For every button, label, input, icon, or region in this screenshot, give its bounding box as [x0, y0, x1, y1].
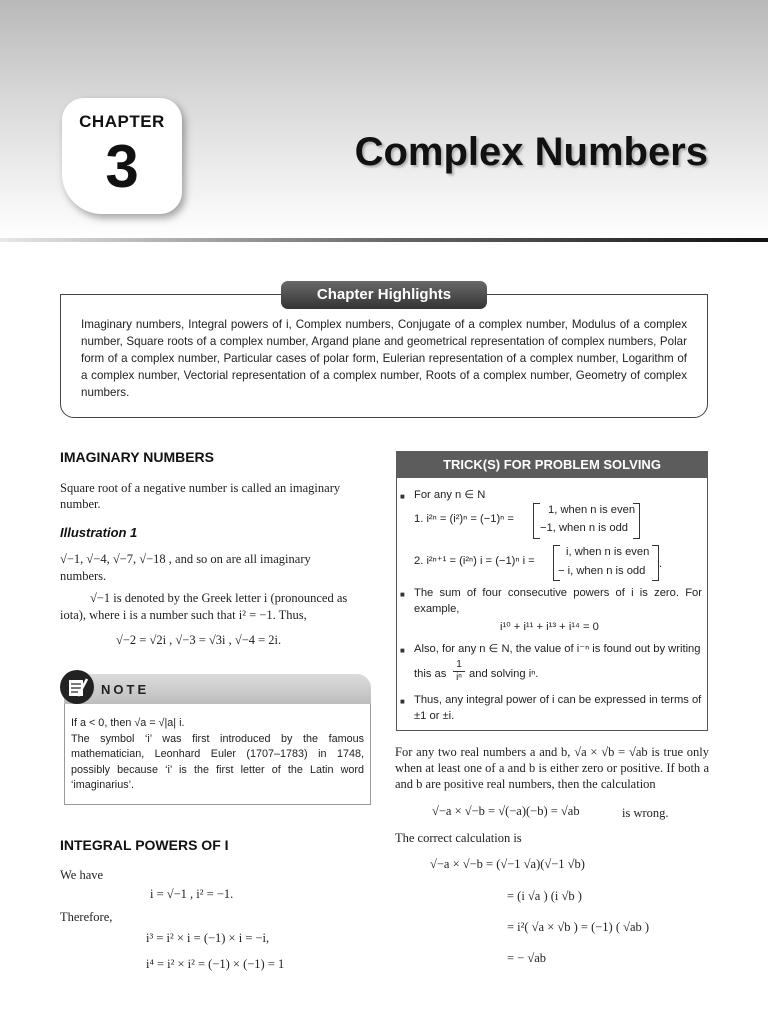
case-bracket-left: [533, 503, 540, 539]
chapter-title: Complex Numbers: [354, 130, 708, 174]
note-label: NOTE: [101, 682, 150, 697]
fraction: [453, 659, 465, 684]
trick-b3-text1: Also, for any n ∈ N, the value of i⁻ⁿ is found out by writing: [414, 643, 701, 655]
case-bracket-right: [633, 503, 640, 539]
correct-calculation-intro: The correct calculation is: [395, 831, 522, 845]
illustration-heading: Illustration 1: [60, 525, 138, 540]
trick-b2-text: The sum of four consecutive powers of i is zero. For example,: [414, 587, 702, 615]
trick-b4-text: Thus, any integral power of i can be expressed in terms of ±1 or ±i.: [414, 694, 702, 722]
fraction-numerator: 1: [456, 659, 462, 670]
chapter-badge: [62, 98, 182, 214]
imaginary-definition-line1: Square root of a negative number is called an imaginary: [60, 481, 341, 495]
imaginary-definition-line2: number.: [60, 497, 101, 511]
fraction-denominator: iⁿ: [453, 671, 465, 684]
trick-b1-eq1-case2: −1, when n is odd: [540, 522, 629, 534]
real-numbers-paragraph: For any two real numbers a and b, √a × √b = √ab is true only when at least one of a and b is either zero or positive. If both a and b are positive real numbers, then the calculation: [395, 745, 709, 791]
header-rule: [0, 238, 768, 242]
trick-b3-text2b: and solving iⁿ.: [469, 668, 539, 680]
highlights-heading: Chapter Highlights: [281, 281, 487, 309]
correct-step3: = i²( √a × √b ) = (−1) ( √ab ): [507, 920, 650, 934]
we-have-text: We have: [60, 868, 104, 882]
trick-b1-eq2-case1: i, when n is even: [566, 546, 650, 558]
equation-i-definition: i = √−1 , i² = −1.: [150, 887, 234, 901]
illustration-line4: iota), where i is a number such that i² = −1. Thus,: [60, 608, 307, 622]
correct-step2: = (i √a ) (i √b ): [507, 889, 582, 903]
illustration-line1: √−1, √−4, √−7, √−18 , and so on are all imaginary: [60, 552, 311, 566]
chapter-number: 3: [105, 133, 139, 200]
trick-heading: TRICK(S) FOR PROBLEM SOLVING: [396, 451, 708, 478]
trick-b2-equation: i¹⁰ + i¹¹ + i¹³ + i¹⁴ = 0: [500, 621, 599, 633]
case-bracket-right: [652, 545, 659, 581]
equation-i-fourth: i⁴ = i² × i² = (−1) × (−1) = 1: [146, 957, 285, 971]
bullet-icon: ■: [400, 646, 405, 655]
highlights-text: Imaginary numbers, Integral powers of i, Complex numbers, Conjugate of a complex number, Modulus of a complex number, Square roots of a complex number, Argand plane and geometrical representation of complex numbers, Polar form of a complex number, Particular cases of polar form, Eulerian representation of a complex number, Logarithm of a complex number, Vectorial representation of a complex number, Roots of a complex number, Geometry of complex numbers.: [81, 318, 687, 399]
illustration-equation: √−2 = √2i , √−3 = √3i , √−4 = 2i.: [116, 633, 282, 647]
therefore-text: Therefore,: [60, 910, 113, 924]
trick-b1-eq1: 1. i²ⁿ = (i²)ⁿ = (−1)ⁿ =: [414, 513, 514, 525]
bullet-icon: ■: [400, 590, 405, 599]
illustration-line3: √−1 is denoted by the Greek letter i (pronounced as: [90, 591, 348, 605]
correct-step4: = − √ab: [507, 951, 547, 965]
wrong-label: is wrong.: [622, 806, 669, 820]
imaginary-numbers-heading: IMAGINARY NUMBERS: [60, 449, 215, 465]
equation-i-cubed: i³ = i² × i = (−1) × i = −i,: [146, 931, 270, 945]
illustration-line2: numbers.: [60, 569, 107, 583]
bullet-icon: ■: [400, 492, 405, 501]
note-text: [71, 716, 364, 794]
note-line1: If a < 0, then √a = √|a| i.: [71, 717, 185, 729]
integral-powers-heading: INTEGRAL POWERS OF I: [60, 837, 229, 853]
chapter-label: CHAPTER: [79, 112, 165, 131]
trick-b1-eq2: 2. i²ⁿ⁺¹ = (i²ⁿ) i = (−1)ⁿ i =: [414, 555, 535, 567]
note-line2: The symbol ‘i’ was first introduced by the famous mathematician, Leonhard Euler (1707–1783) in 1748, possibly because ‘i’ is the first letter of the Latin word ‘imaginarius’.: [71, 732, 364, 791]
trick-b1-eq2-case2: − i, when n is odd: [558, 565, 646, 577]
wrong-calculation-equation: √−a × √−b = √(−a)(−b) = √ab: [432, 804, 580, 818]
trick-b1-eq2-end: .: [659, 558, 663, 570]
trick-b1-eq1-case1: 1, when n is even: [548, 504, 636, 516]
trick-b1-intro: For any n ∈ N: [414, 489, 486, 501]
trick-b3-text2a: this as: [414, 668, 447, 680]
correct-step1: √−a × √−b = (√−1 √a)(√−1 √b): [430, 857, 585, 871]
bullet-icon: ■: [400, 697, 405, 706]
note-pencil-icon: [60, 670, 94, 704]
